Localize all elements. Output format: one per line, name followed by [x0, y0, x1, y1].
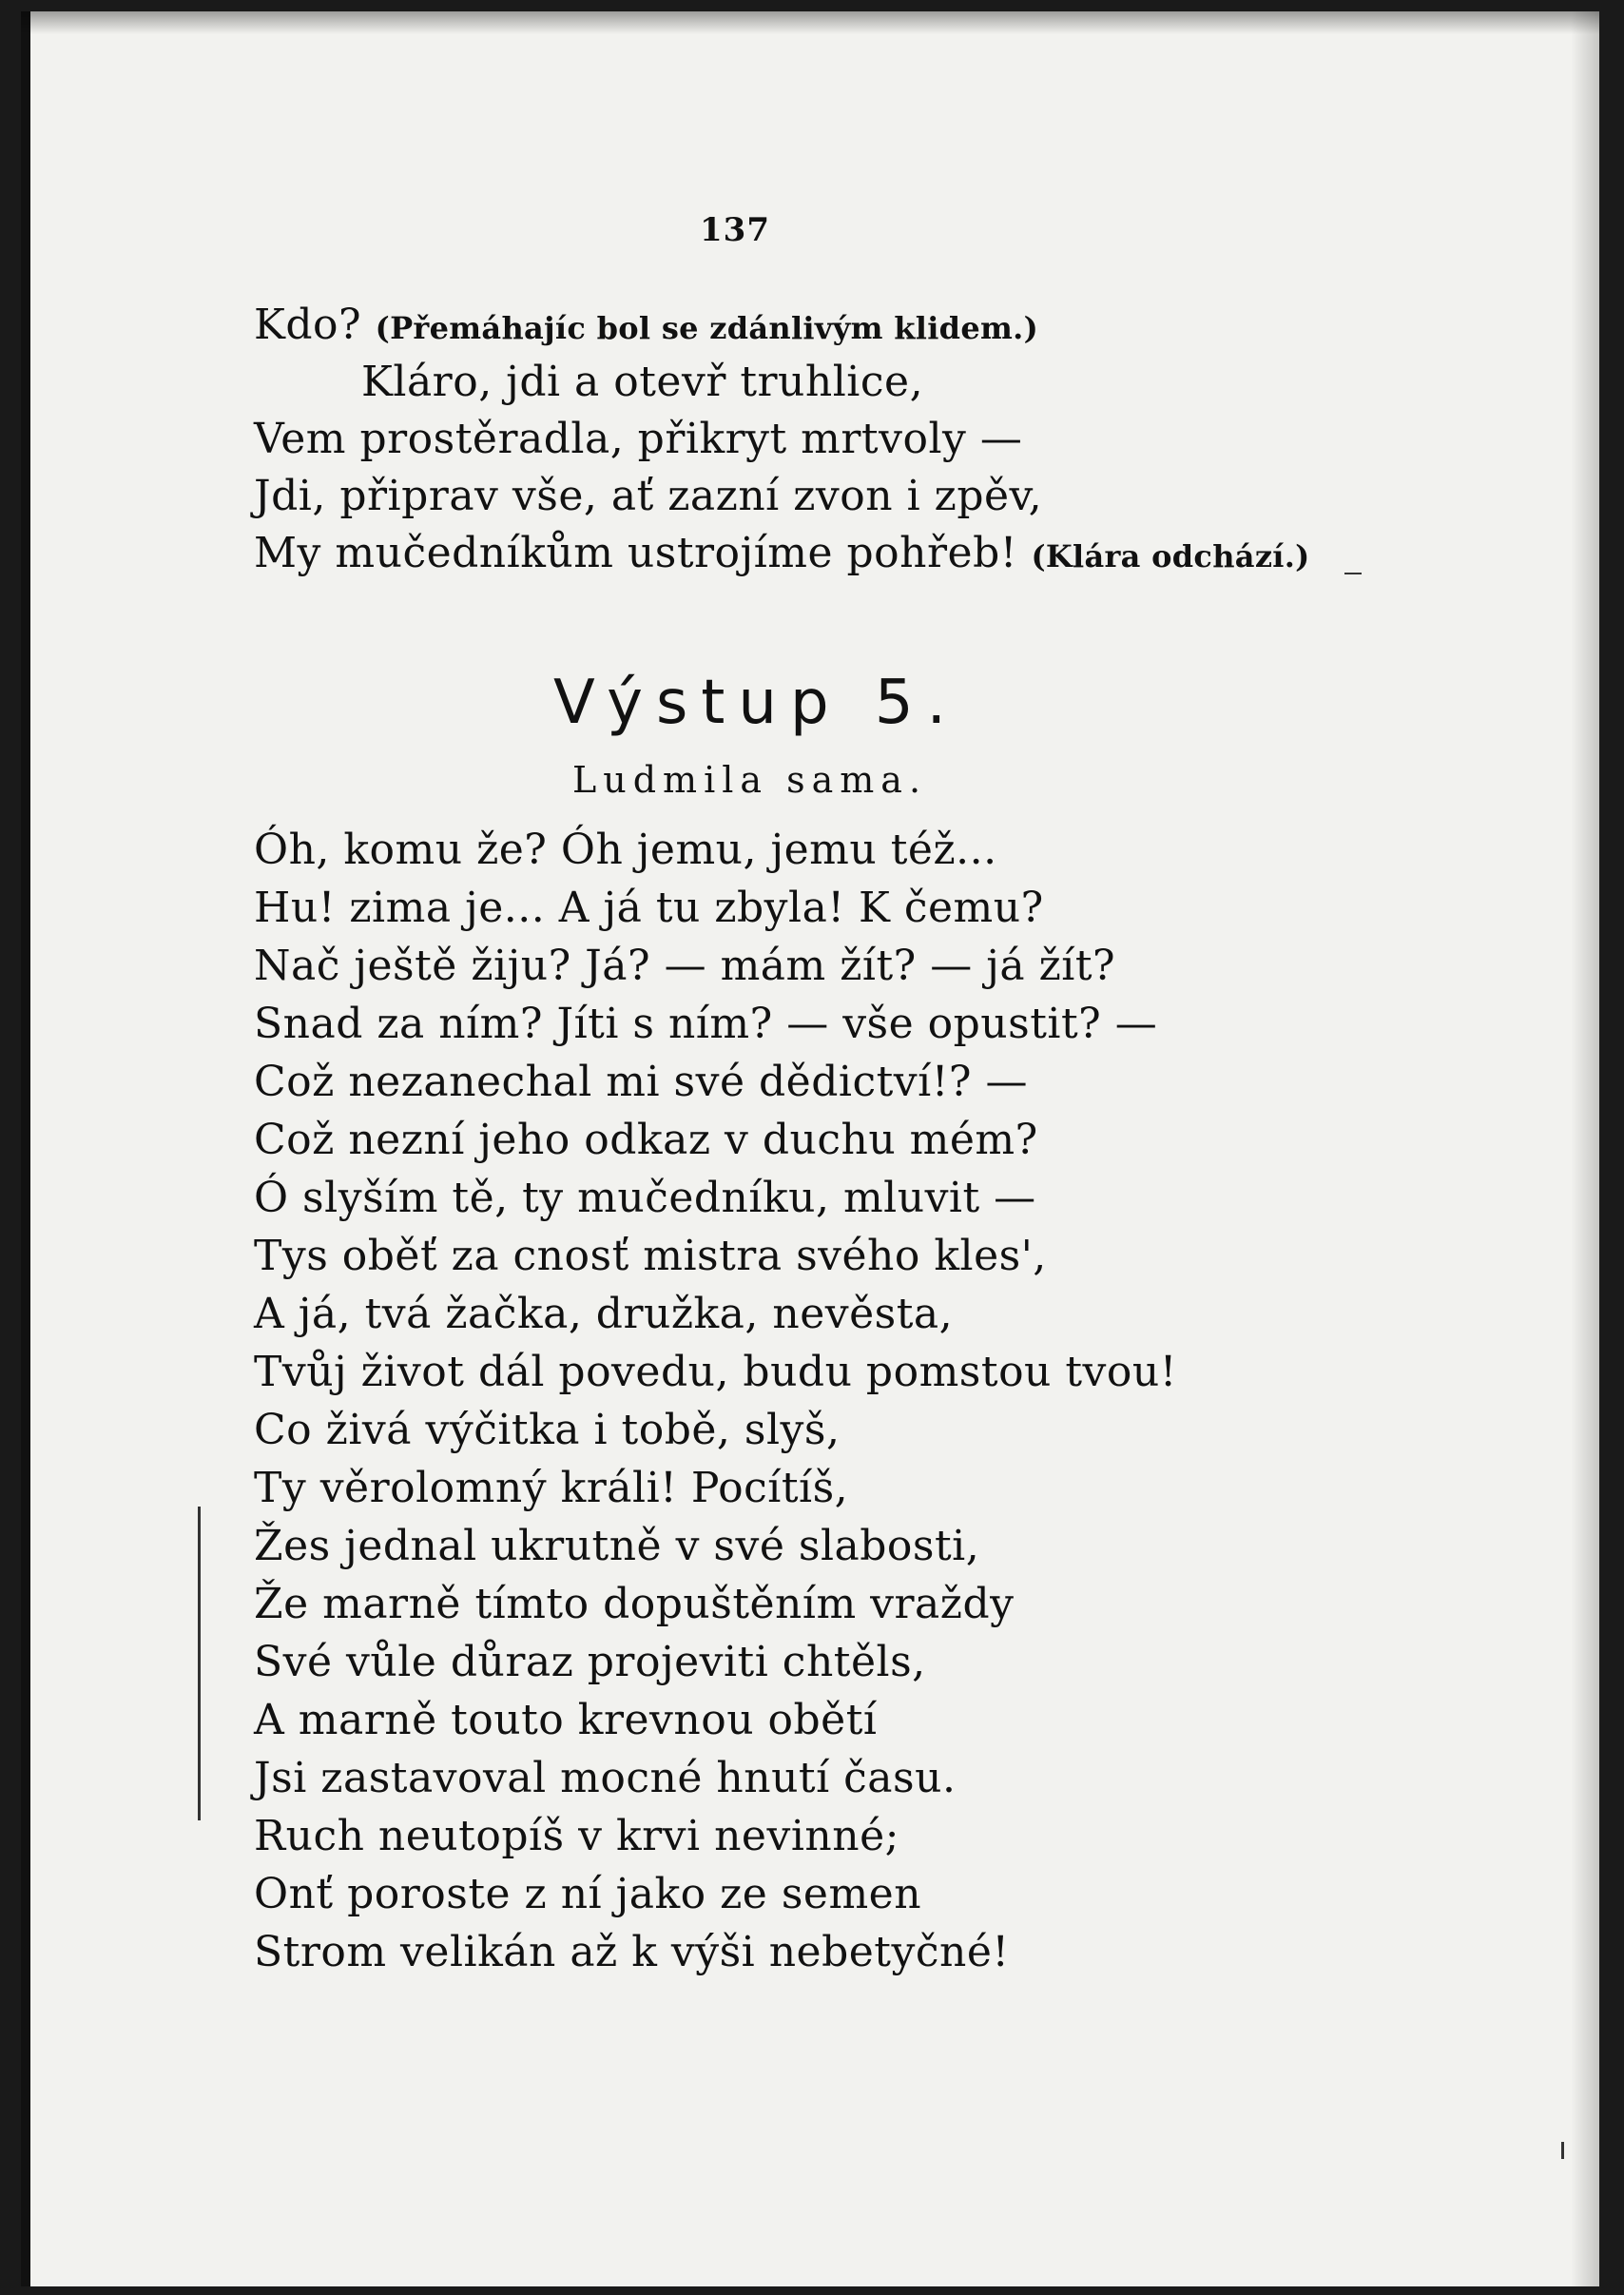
intro-line: [254, 297, 1038, 357]
verse-line: Snad za ním? Jíti s ním? — vše opustit? —: [254, 1000, 1158, 1048]
verse-line: Ruch neutopíš v krvi nevinné;: [254, 1812, 899, 1860]
verse-line: Ó slyším tě, ty mučedníku, mluvit —: [254, 1174, 1036, 1222]
verse-line: Hu! zima je... A já tu zbyla! K čemu?: [254, 884, 1044, 932]
intro-line-text: Vem prostěradla, přikryt mrtvoly —: [254, 415, 1023, 463]
scan-dash: [1344, 573, 1362, 574]
verse-line: Žes jednal ukrutně v své slabosti,: [254, 1522, 980, 1570]
scene-title: Výstup 5.: [553, 668, 959, 738]
scene-subtitle: Ludmila sama.: [572, 759, 928, 801]
verse-line: Což nezní jeho odkaz v duchu mém?: [254, 1116, 1038, 1164]
stage-direction: (Přemáhajíc bol se zdánlivým klidem.): [375, 310, 1039, 346]
verse-line: Nač ještě žiju? Já? — mám žít? — já žít?: [254, 942, 1116, 990]
intro-line-text: My mučedníkům ustrojíme pohřeb!: [254, 529, 1017, 577]
verse-line: Své vůle důraz projeviti chtěls,: [254, 1638, 926, 1686]
intro-line-text: Kláro, jdi a otevř truhlice,: [361, 358, 924, 406]
intro-line: [254, 525, 1310, 585]
verse-line: Jsi zastavoval mocné hnutí času.: [254, 1754, 957, 1802]
verse-line: A marně touto krevnou obětí: [254, 1696, 878, 1744]
page-right-shadow: [1571, 11, 1599, 2286]
verse-line: Tys oběť za cnosť mistra svého kles',: [254, 1232, 1047, 1280]
page-top-shadow: [21, 11, 1599, 34]
verse-line: Óh, komu že? Óh jemu, jemu též...: [254, 826, 997, 874]
intro-line: [254, 468, 1042, 525]
page-left-edge: [21, 11, 30, 2286]
scan-speck: [1561, 2142, 1564, 2159]
verse-line: Ty věrolomný králi! Pocítíš,: [254, 1464, 849, 1512]
intro-line-text: Jdi, připrav vše, ať zazní zvon i zpěv,: [254, 472, 1043, 520]
verse-line: Že marně tímto dopuštěním vraždy: [254, 1580, 1015, 1628]
stage-direction: (Klára odchází.): [1031, 538, 1310, 574]
verse-line: A já, tvá žačka, družka, nevěsta,: [254, 1290, 954, 1338]
verse-line: Onť poroste z ní jako ze semen: [254, 1870, 922, 1918]
intro-line-text: Kdo?: [254, 301, 362, 349]
margin-line: [198, 1507, 201, 1820]
verse-line: Tvůj život dál povedu, budu pomstou tvou!: [254, 1348, 1177, 1396]
verse-line: Strom velikán až k výši nebetyčné!: [254, 1928, 1010, 1976]
page-number: 137: [700, 211, 770, 249]
verse-line: Což nezanechal mi své dědictví!? —: [254, 1058, 1028, 1106]
book-page: [21, 11, 1599, 2286]
intro-line: [254, 411, 1022, 468]
verse-line: Co živá výčitka i tobě, slyš,: [254, 1406, 841, 1454]
intro-line: [361, 354, 923, 411]
